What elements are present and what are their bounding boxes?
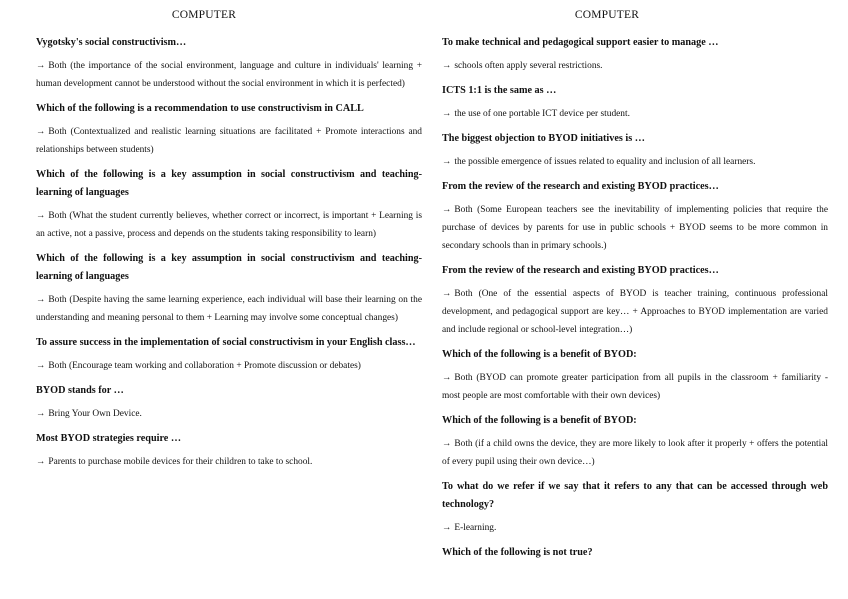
qa-item (442, 478, 828, 537)
qa-item (442, 412, 828, 471)
question: Which of the following is a benefit of BYOD: (442, 349, 637, 360)
question: The biggest objection to BYOD initiatives is … (442, 133, 645, 144)
answer: → Parents to purchase mobile devices for their children to take to school. (36, 457, 313, 467)
question: From the review of the research and existing BYOD practices… (442, 181, 719, 192)
answer: → Both (BYOD can promote greater participation from all pupils in the classroom + familiarity - most people are most comfortable with their own devices) (442, 373, 828, 401)
question: To assure success in the implementation of social constructivism in your English class… (36, 337, 416, 348)
question: Most BYOD strategies require … (36, 433, 182, 444)
qa-item (36, 166, 422, 243)
arrow-icon: → (442, 523, 452, 533)
question: To what do we refer if we say that it refers to any that can be accessed through web technology? (442, 481, 828, 510)
answer: → Both (One of the essential aspects of BYOD is teacher training, continuous professional development, and pedagogical support are key… + Approaches to BYOD implementation are varied and include regional or school-level integration…) (442, 289, 828, 335)
question: From the review of the research and existing BYOD practices… (442, 265, 719, 276)
page-header: COMPUTER (171, 9, 237, 21)
arrow-icon: → (36, 295, 46, 305)
question: Which of the following is a key assumption in social constructivism and teaching-learning of languages (36, 169, 422, 198)
qa-item (442, 82, 828, 123)
arrow-icon: → (36, 457, 46, 467)
qa-item (36, 334, 422, 375)
answer: → Both (Despite having the same learning experience, each individual will base their learning on the understanding and meaning personal to them + Learning may involve some conceptual changes) (36, 295, 422, 323)
right-page (442, 0, 828, 569)
qa-item (36, 250, 422, 327)
answer: → E-learning. (442, 523, 497, 533)
answer: → Both (Encourage team working and collaboration + Promote discussion or debates) (36, 361, 361, 371)
left-page (36, 0, 422, 478)
question: BYOD stands for … (36, 385, 124, 396)
qa-item (36, 430, 422, 471)
arrow-icon: → (442, 439, 452, 449)
arrow-icon: → (36, 61, 46, 71)
arrow-icon: → (442, 109, 452, 119)
qa-item (442, 346, 828, 405)
answer: → Both (Some European teachers see the inevitability of implementing policies that require the purchase of devices by parents for use in public schools + BYOD seems to be more common in secondary schools than in primary schools.) (442, 205, 828, 251)
qa-item (442, 130, 828, 171)
qa-item (442, 544, 828, 562)
page-header: COMPUTER (574, 9, 640, 21)
answer: → Bring Your Own Device. (36, 409, 142, 419)
qa-item (442, 34, 828, 75)
question: Which of the following is not true? (442, 547, 593, 558)
qa-item (36, 34, 422, 93)
qa-item (442, 178, 828, 255)
arrow-icon: → (442, 373, 452, 383)
arrow-icon: → (442, 61, 452, 71)
arrow-icon: → (36, 211, 46, 221)
arrow-icon: → (36, 361, 46, 371)
answer: → schools often apply several restrictions. (442, 61, 603, 71)
answer: → Both (the importance of the social environment, language and culture in individuals' learning + human development cannot be understood without the social environment in which it is perfected) (36, 61, 422, 89)
question: Which of the following is a recommendation to use constructivism in CALL (36, 103, 364, 114)
question: Which of the following is a key assumption in social constructivism and teaching-learning of languages (36, 253, 422, 282)
qa-item (36, 382, 422, 423)
answer: → the use of one portable ICT device per student. (442, 109, 630, 119)
arrow-icon: → (442, 205, 452, 215)
arrow-icon: → (36, 409, 46, 419)
arrow-icon: → (36, 127, 46, 137)
qa-item (36, 100, 422, 159)
question: To make technical and pedagogical support easier to manage … (442, 37, 719, 48)
question: Vygotsky's social constructivism… (36, 37, 187, 48)
arrow-icon: → (442, 157, 452, 167)
question: ICTS 1:1 is the same as … (442, 85, 557, 96)
answer: → Both (Contextualized and realistic learning situations are facilitated + Promote interactions and relationships between students) (36, 127, 422, 155)
question: Which of the following is a benefit of BYOD: (442, 415, 637, 426)
answer: → Both (What the student currently believes, whether correct or incorrect, is important + Learning is an active, not a passive, process and depends on the students taking responsibility to learn) (36, 211, 422, 239)
qa-item (442, 262, 828, 339)
arrow-icon: → (442, 289, 452, 299)
answer: → the possible emergence of issues related to equality and inclusion of all learners. (442, 157, 756, 167)
answer: → Both (if a child owns the device, they are more likely to look after it properly + offers the potential of every pupil using their own device…) (442, 439, 828, 467)
